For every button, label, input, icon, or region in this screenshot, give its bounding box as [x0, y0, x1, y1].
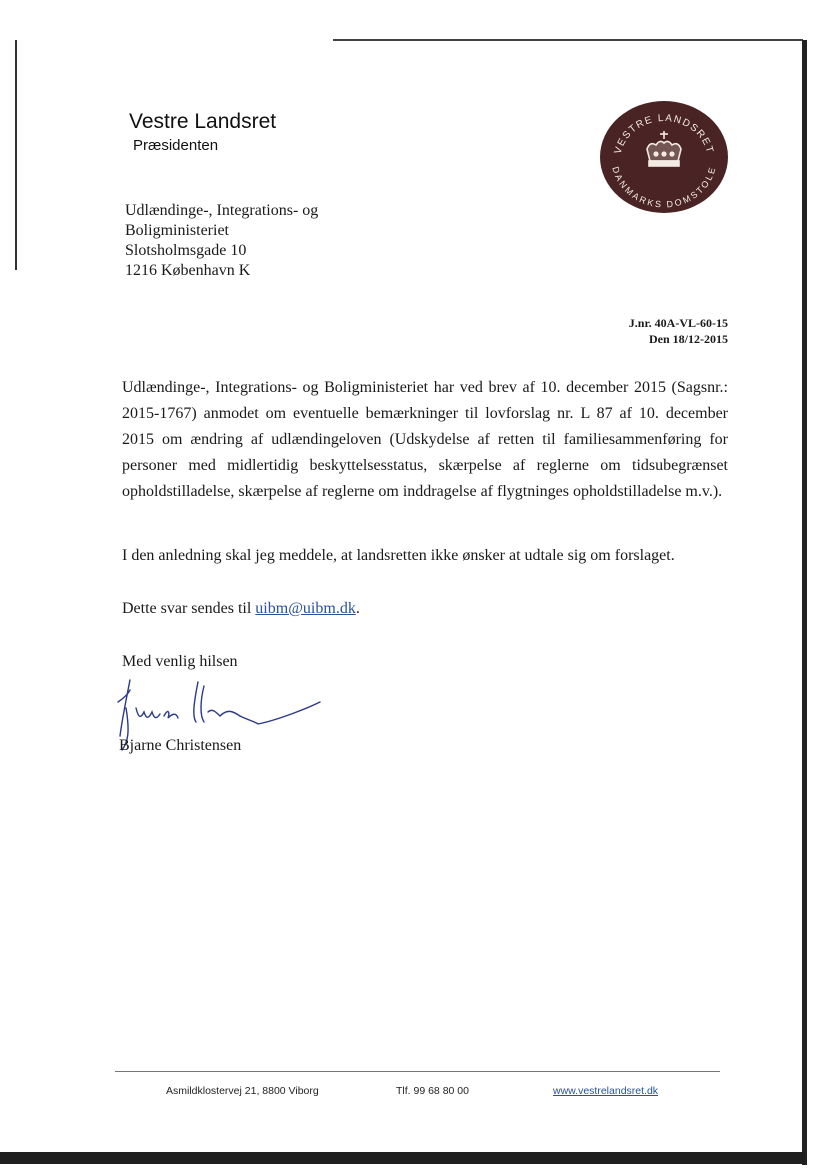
- seal-bottom-text: DANMARKS DOMSTOLE: [610, 165, 718, 210]
- journal-number: J.nr. 40A-VL-60-15: [628, 316, 728, 330]
- reference-block: [629, 315, 728, 347]
- body-paragraph-2: I den anledning skal jeg meddele, at landsretten ikke ønsker at udtale sig om forslaget.: [122, 547, 675, 564]
- address-line: Udlændinge-, Integrations- og: [125, 202, 319, 219]
- letter-date: Den 18/12-2015: [649, 332, 728, 346]
- signer-name: Bjarne Christensen: [119, 737, 242, 754]
- footer-divider: [115, 1071, 720, 1072]
- reply-suffix: .: [355, 600, 360, 617]
- scan-edge-bottom: [0, 1152, 805, 1164]
- footer-website-link[interactable]: www.vestrelandsret.dk: [553, 1085, 659, 1097]
- closing-greeting: Med venlig hilsen: [122, 653, 238, 670]
- recipient-address: [125, 201, 318, 281]
- footer-address: Asmildklostervej 21, 8800 Viborg: [166, 1085, 319, 1097]
- reply-text: Dette svar sendes til: [122, 600, 256, 617]
- body-paragraph-1: Udlændinge-, Integrations- og Boligministeriet har ved brev af 10. december 2015 (Sagsnr.: 2015-1767) anmodet om eventuelle bemærkninger til lovforslag nr. L 87 af 10. december 2015 om ændring af udlændingeloven (Udskydelse af retten til familiesammenføring for personer med midlertidig beskyttelsesstatus, skærpelse af reglerne om tidsubegrænset opholdstilladelse, skærpelse af reglerne om inddragelse af flygtninges opholdstilladelse m.v.).: [122, 379, 728, 500]
- address-line: Slotsholmsgade 10: [125, 242, 247, 259]
- footer-phone: Tlf. 99 68 80 00: [396, 1085, 469, 1097]
- scan-edge-left: [15, 40, 17, 270]
- seal-top-text: VESTRE LANDSRET: [612, 112, 716, 156]
- scan-edge-top: [333, 39, 803, 41]
- address-line: Boligministeriet: [125, 222, 229, 239]
- address-line: 1216 København K: [125, 262, 251, 279]
- scan-edge-right: [802, 40, 807, 1165]
- org-subtitle: Præsidenten: [133, 137, 219, 154]
- email-link[interactable]: uibm@uibm.dk: [255, 600, 356, 617]
- body-paragraph-3: [122, 598, 728, 620]
- court-seal-logo: [598, 99, 730, 215]
- org-name: Vestre Landsret: [129, 110, 277, 133]
